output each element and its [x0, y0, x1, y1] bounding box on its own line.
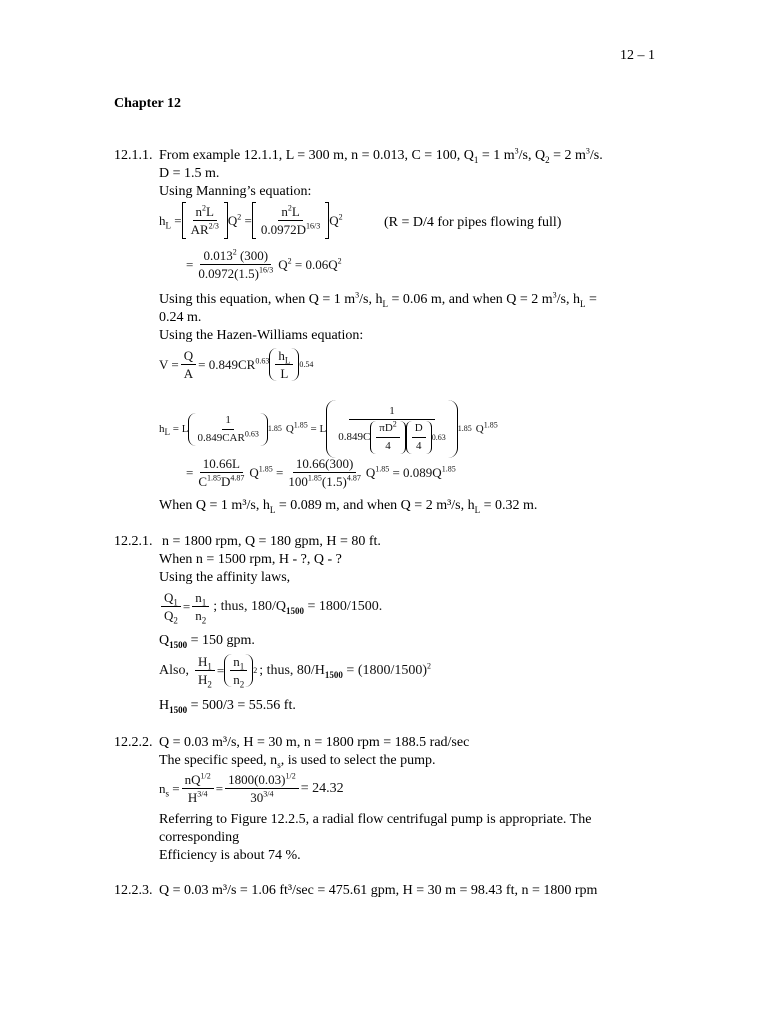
- pipe-full-note: (R = D/4 for pipes flowing full): [384, 215, 562, 230]
- affinity-flow-ratio: $\frac{Q_1}{Q_2}$ = $\frac{n_1}{n_2}$ ; thus, $180/Q_{1500} = 1800/1500$.: [159, 590, 382, 623]
- hazen-williams-velocity-equation: V = $\frac{Q}{A}$ = $0.849CR^{0.63}$ $\frac{h_L}{L}$ 0.54: [159, 348, 314, 381]
- manning-label: Using Manning’s equation:: [159, 184, 312, 199]
- problem-12-2-3-line1: Q = 0.03 m³/s = 1.06 ft³/sec = 475.61 gpm, H = 30 m = 98.43 ft, n = 1800 rpm: [159, 883, 598, 898]
- specific-speed-text: The specific speed, $n_s$, is used to select the pump.: [159, 753, 436, 770]
- diameter-line: D = 1.5 m.: [159, 166, 220, 181]
- head-result: $H_{1500} = 500/3 = 55.56$ ft.: [159, 698, 296, 715]
- hazen-williams-label: Using the Hazen-Williams equation:: [159, 328, 364, 343]
- manning-equation: $h_L$ = $\frac{n^2L}{AR^{2/3}}$ $Q^2$ = $\frac{n^2L}{0.0972D^{16/3}}$ $Q^2$: [159, 203, 343, 237]
- hazen-williams-result: When Q = 1 m³/s, $h_L = 0.089$ m, and when Q = 2 m³/s, $h_L = 0.32$ m.: [159, 498, 538, 515]
- problem-number-12-2-2: 12.2.2.: [114, 735, 153, 750]
- problem-number-12-1-1: 12.1.1.: [114, 148, 153, 163]
- efficiency-text: Efficiency is about 74 %.: [159, 848, 301, 863]
- specific-speed-equation: $n_s$ = $\frac{nQ^{1/2}}{H^{3/4}}$ = $\frac{1800(0.03)^{1/2}}{30^{3/4}}$ = 24.32: [159, 771, 344, 805]
- page-number: 12 – 1: [620, 48, 655, 63]
- problem-number-12-2-1: 12.2.1.: [114, 534, 153, 549]
- affinity-laws-label: Using the affinity laws,: [159, 570, 291, 585]
- problem-12-2-2-line1: Q = 0.03 m³/s, H = 30 m, n = 1800 rpm = 188.5 rad/sec: [159, 735, 470, 750]
- chapter-title: Chapter 12: [114, 96, 182, 111]
- manning-substitution: = $\frac{0.013^2 (300)}{0.0972(1.5)^{16/3}}$ $Q^2 = 0.06Q^2$: [186, 247, 342, 281]
- problem-12-2-1-line2: When n = 1500 rpm, H - ?, Q - ?: [159, 552, 342, 567]
- figure-reference-text: Referring to Figure 12.2.5, a radial flow centrifugal pump is appropriate. The: [159, 812, 592, 827]
- problem-number-12-2-3: 12.2.3.: [114, 883, 153, 898]
- flow-result: $Q_{1500} = 150$ gpm.: [159, 633, 255, 650]
- hazen-williams-substitution: = $\frac{10.66L}{C^{1.85}D^{4.87}}$ $Q^{1.85}$ = $\frac{10.66(300)}{100^{1.85}(1.5)^{4.87}}$ $Q^{1.85} = 0.089Q^{1.85}$: [186, 456, 456, 489]
- manning-result-text-2: 0.24 m.: [159, 310, 202, 325]
- problem-12-1-1-intro: From example 12.1.1, L = 300 m, n = 0.013, C = 100, $Q_1 = 1$ $m^3/s$, $Q_2 = 2$ $m^3/s$.: [159, 146, 603, 165]
- corresponding-text: corresponding: [159, 830, 240, 845]
- affinity-head-ratio: Also, $\frac{H_1}{H_2}$ = $\frac{n_1}{n_2}$ 2 ; thus, $80/H_{1500} = (1800/1500)^2$: [159, 654, 432, 690]
- hazen-williams-headloss-equation: $h_L = L$ $\frac{1}{0.849CAR^{0.63}}$ 1.85 $Q^{1.85} = L$ 1 0.849C $\frac{\pi D^2}{4}$ $\frac{D}{4}$ 0.63 1.85 $Q^{1.85}$: [159, 400, 498, 458]
- manning-result-text: Using this equation, when Q = 1 $m^3/s$, $h_L = 0.06$ m, and when Q = 2 $m^3/s$, $h_L$ =: [159, 290, 597, 309]
- problem-12-2-1-line1: n = 1800 rpm, Q = 180 gpm, H = 80 ft.: [162, 534, 381, 549]
